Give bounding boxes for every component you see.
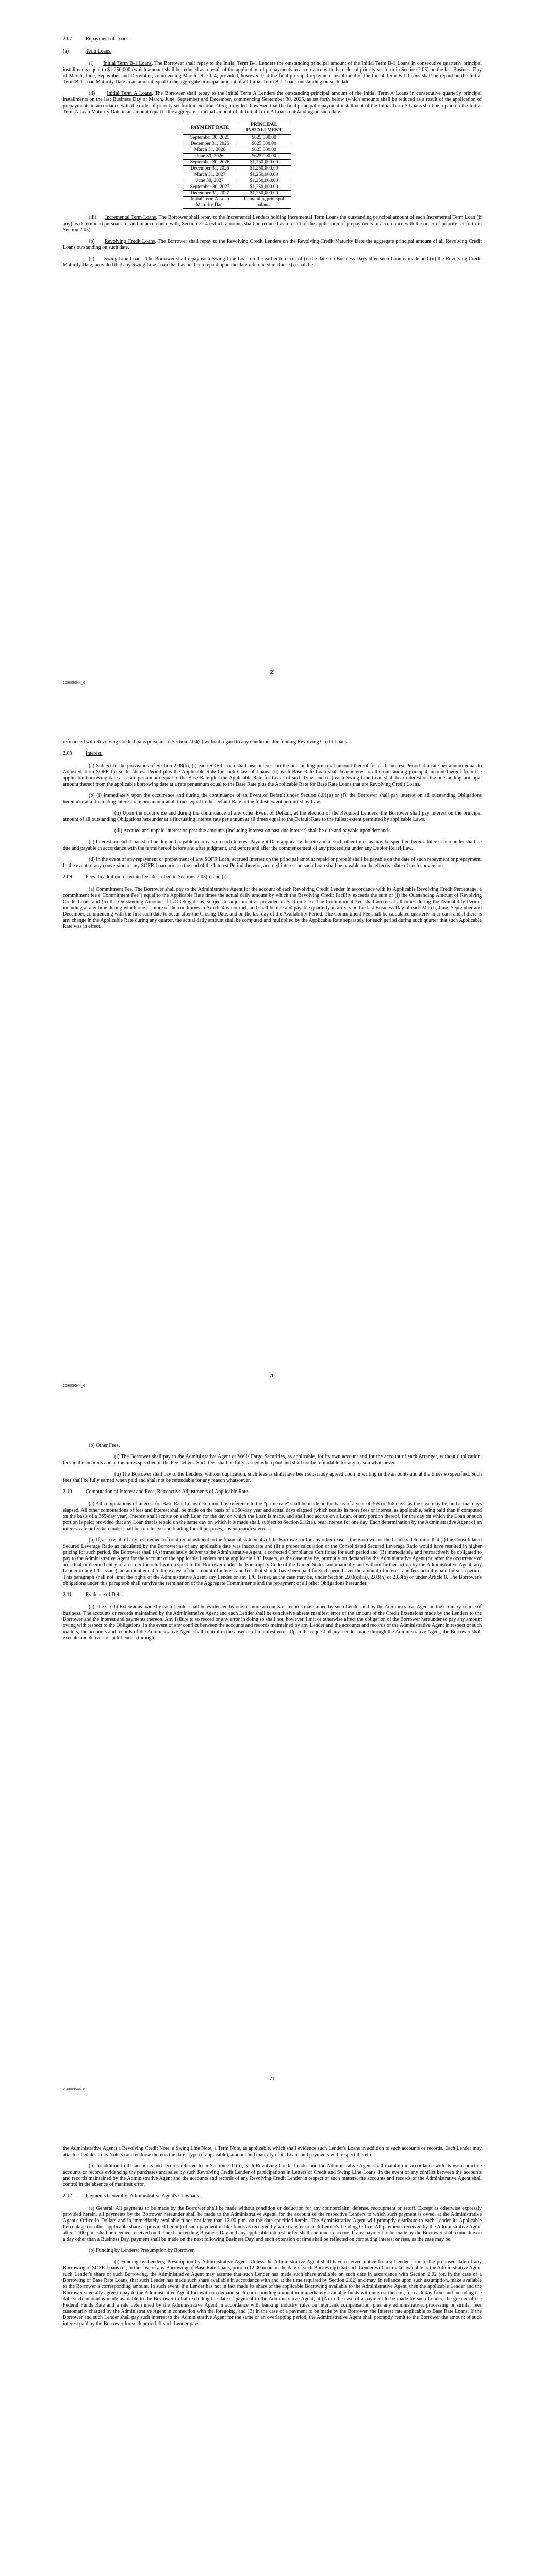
page-number: 71	[269, 2076, 275, 2082]
section-heading-2-08: 2.08 Interest.	[63, 751, 103, 756]
table-row: Initial Term A Loan Maturity Date Remaining principal balance	[183, 197, 291, 209]
section-heading-2-07: 2.07 Repayment of Loans.	[63, 36, 130, 42]
para-computation-a: (a) All computations of interest for Base Rate Loans determined by reference to the "prime rate" shall be made on the basis of a year of 365 or 366 days, as the case may be, and actual days elapsed. All other computations of fees and interest shall be made on the basis of a 360-day year and actual days elapsed (which results in more fees or interest, as applicable, being paid than if computed on the basis of a 365-day year). Interest shall accrue on each Loan for the day on which the Loan is made, and shall not accrue on a Loan, or any portion thereof, for the day on which the Loan or such portion is paid; provided that any Loan that is repaid on the same day on which it is made shall, subject to Section 2.12(a), bear interest for one day. Each determination by the Administrative Agent of an interest rate or fee hereunder shall be conclusive and binding for all purposes, absent manifest error.	[63, 1501, 482, 1532]
page-70	[0, 703, 544, 1406]
table-row: March 31, 2027 $1,250,000.00	[183, 172, 291, 178]
continuation-paragraph: refinanced with Revolving Credit Loans pursuant to Section 2.04(c) without regard to any conditions for funding Revolving Credit Loans.	[63, 739, 349, 745]
para-incremental-term-loans: (iii) Incremental Term Loans. The Borrower shall repay to the Incremental Lenders holding Incremental Term Loans the outstanding principal amount of each Incremental Term Loan (if any) as determined pursuant to, and in accordance with, Section 2.14 (which amounts shall be reduced as a result of the application of prepayments in accordance with the order of priority set forth in Section 2.05).	[63, 215, 482, 233]
page-72	[0, 2110, 544, 2576]
table-header: PRINCIPAL INSTALLMENT	[237, 121, 291, 135]
table-row: June 30, 2026 $625,000.00	[183, 154, 291, 160]
page-70-content	[63, 739, 482, 935]
para-interest-b-i: (b) (i) Immediately upon the occurrence and during the continuance of an Event of Default under Section 8.01(a) or (f), the Borrower shall pay interest on all outstanding Obligations hereunder at a fluctuating interest rate per annum at all times equal to the Default Rate to the fullest extent permitted by Law.	[63, 793, 482, 805]
section-heading-2-10: 2.10 Computation of Interest and Fees; Retroactive Adjustments of Applicable Rate.	[63, 1489, 250, 1495]
document-id-footer: 208009544_6	[63, 1384, 85, 1388]
para-interest-d: (d) In the event of any repayment or prepayment of any SOFR Loan, accrued interest on the principal amount repaid or prepaid shall be payable on the date of such repayment or prepayment. In the event of any conversion of any SOFR Loan prior to the end of the Interest Period therefor, accrued interest on such Loan shall be payable on the effective date of such conversion.	[63, 857, 482, 869]
para-other-fees: (b) Other Fees.	[89, 1443, 120, 1448]
para-interest-a: (a) Subject to the provisions of Section 2.08(b), (i) each SOFR Loan shall bear interest on the outstanding principal amount thereof for each Interest Period at a rate per annum equal to Adjusted Term SOFR for such Interest Period plus the Applicable Rate for such Class of Loans; (ii) each Base Rate Loan shall bear interest on the outstanding principal amount thereof from the applicable borrowing date at a rate per annum equal to the Base Rate plus the Applicable Rate for Loans of such Type; and (iii) each Swing Line Loan shall bear interest on the outstanding principal amount thereof from the applicable borrowing date at a rate per annum equal to the Base Rate plus the Applicable Rate for Base Rate Loans that are Revolving Credit Loans.	[63, 763, 482, 787]
table-row: December 31, 2026 $1,250,000.00	[183, 166, 291, 172]
table-header: PAYMENT DATE	[183, 121, 237, 135]
table-row: December 31, 2027 $1,250,000.00	[183, 191, 291, 197]
para-interest-b-iii: (iii) Accrued and unpaid interest on past due amounts (including interest on past due interest) shall be due and payable upon demand.	[114, 828, 389, 834]
repayment-schedule-table	[183, 121, 291, 209]
para-initial-term-a-loans: (ii) Initial Term A Loans. The Borrower shall repay to the Initial Term A Lenders the outstanding principal amount of the Initial Term A Loans in consecutive quarterly principal installments on the last Business Day of March, June, September and December, commencing September 30, 2025, as set forth below (which amounts shall be reduced as a result of the application of prepayments in accordance with the order of priority set forth in Section 2.05); provided, however, that the final principal repayment installment of the Initial Term A Loans shall be repaid on the Initial Term A Loan Maturity Date in an amount equal to the aggregate principal amount of all Initial Term A Loans outstanding on such date:	[63, 91, 482, 115]
para-other-fees-i: (i) The Borrower shall pay to the Administrative Agent or Wells Fargo Securities, as applicable, for its own account and for the account of each Arranger, without duplication, fees in the amounts and at the times specified in the Fee Letters. Such fees shall be fully earned when paid and shall not be refundable for any reason whatsoever.	[63, 1454, 482, 1466]
table-row: December 31, 2025 $625,000.00	[183, 141, 291, 147]
page-number: 70	[269, 1373, 275, 1379]
page-69	[0, 0, 544, 703]
para-interest-c: (c) Interest on each Loan shall be due and payable in arrears on each Interest Payment Date applicable thereto and at such other times as may be specified herein. Interest hereunder shall be due and payable in accordance with the terms hereof before and after judgment, and before and after the commencement of any proceeding under any Debtor Relief Law.	[63, 839, 482, 851]
page-71-content	[63, 1443, 482, 1647]
page-69-content	[63, 36, 482, 274]
para-swing-line-loans: (c) Swing Line Loans. The Borrower shall repay each Swing Line Loan on the earlier to occur of (i) the date ten Business Days after such Loan is made and (ii) the Revolving Credit Maturity Date; provided that any Swing Line Loan that has not been repaid upon the date referenced in clause (i) shall be	[63, 256, 482, 268]
table-row: March 31, 2026 $625,000.00	[183, 147, 291, 154]
para-evidence-a: (a) The Credit Extensions made by each Lender shall be evidenced by one or more accounts or records maintained by such Lender and by the Administrative Agent in the ordinary course of business. The accounts or records maintained by the Administrative Agent and each Lender shall be conclusive absent manifest error of the amount of the Credit Extensions made by the Lenders to the Borrower and the interest and payments thereon. Any failure to so record or any error in doing so shall not, however, limit or otherwise affect the obligation of the Borrower hereunder to pay any amount owing with respect to the Obligations. In the event of any conflict between the accounts and records maintained by any Lender and the accounts and records of the Administrative Agent in respect of such matters, the accounts and records of the Administrative Agent shall control in the absence of manifest error. Upon the request of any Lender made through the Administrative Agent, the Borrower shall execute and deliver to such Lender (through	[63, 1604, 482, 1641]
table-row: September 30, 2027 $1,250,000.00	[183, 184, 291, 191]
para-initial-term-b1-loans: (i) Initial Term B-1 Loans. The Borrower shall repay to the Initial Term B-1 Lenders the outstanding principal amount of the Initial Term B-1 Loans in consecutive quarterly principal installments equal to $1,250,000 (which amount shall be reduced as a result of the application of prepayments in accordance with the order of priority set forth in Section 2.05) on the last Business Day of March, June, September and December, commencing March 29, 2024; provided, however, that the final principal repayment installment of the Initial Term B-1 Loans shall be repaid on the Initial Term B-1 Loan Maturity Date in an amount equal to the aggregate principal amount of all Initial Term B-1 Loans outstanding on such date.	[63, 61, 482, 85]
para-funding-presumption: (i) Funding by Lenders; Presumption by Administrative Agent. Unless the Administrative Agent shall have received notice from a Lender prior to the proposed date of any Borrowing of SOFR Loans (or, in the case of any Borrowing of Base Rate Loans, prior to 12:00 noon on the date of such Borrowing) that such Lender will not make available to the Administrative Agent such Lender's share of such Borrowing, the Administrative Agent may assume that such Lender has made such share available on such date in accordance with Section 2.02 (or, in the case of a Borrowing of Base Rate Loans, that such Lender has made such share available in accordance with and at the time required by Section 2.02) and may, in reliance upon such assumption, make available to the Borrower a corresponding amount. In such event, if a Lender has not in fact made its share of the applicable Borrowing available to the Administrative Agent, then the applicable Lender and the Borrower severally agree to pay to the Administrative Agent forthwith on demand such corresponding amount in immediately available funds with interest thereon, for each day from and including the date such amount is made available to the Borrower to but excluding the date of payment to the Administrative Agent, at (A) in the case of a payment to be made by such Lender, the greater of the Federal Funds Rate and a rate determined by the Administrative Agent in accordance with banking industry rules on interbank compensation, plus any administrative, processing or similar fees customarily charged by the Administrative Agent in connection with the foregoing, and (B) in the case of a payment to be made by the Borrower, the interest rate applicable to Base Rate Loans. If the Borrower and such Lender shall pay such interest to the Administrative Agent for the same or an overlapping period, the Administrative Agent shall promptly remit to the Borrower the amount of such interest paid by the Borrower for such period. If such Lender pays	[63, 2259, 482, 2327]
page-number: 69	[269, 670, 275, 675]
table-row: September 30, 2026 $1,250,000.00	[183, 160, 291, 166]
document-id-footer: 208009544_6	[63, 681, 85, 685]
section-heading-2-11: 2.11 Evidence of Debt.	[63, 1592, 123, 1598]
subsection-a-term-loans: (a) Term Loans.	[63, 48, 112, 54]
para-other-fees-ii: (ii) The Borrower shall pay to the Lenders, without duplication, such fees as shall have been separately agreed upon in writing in the amounts and at the times so specified. Such fees shall be fully earned when paid and shall not be refundable for any reason whatsoever.	[63, 1471, 482, 1483]
table-row: September 30, 2025 $625,000.00	[183, 135, 291, 141]
table-row: June 30, 2027 $1,250,000.00	[183, 178, 291, 184]
table-header-row	[183, 121, 291, 135]
page-72-content	[63, 2146, 482, 2332]
para-evidence-b: (b) In addition to the accounts and records referred to in Section 2.11(a), each Revolving Credit Lender and the Administrative Agent shall maintain in accordance with its usual practice accounts or records evidencing the purchases and sales by such Revolving Credit Lender of participations in Letters of Credit and Swing Line Loans. In the event of any conflict between the accounts and records maintained by the Administrative Agent and the accounts and records of any Revolving Credit Lender in respect of such matters, the accounts and records of the Administrative Agent shall control in the absence of manifest error.	[63, 2163, 482, 2188]
document-id-footer: 208009544_6	[63, 2088, 85, 2091]
section-heading-2-12: 2.12 Payments Generally; Administrative Agent's Clawback.	[63, 2193, 201, 2199]
para-revolving-credit-loans: (b) Revolving Credit Loans. The Borrower shall repay to the Revolving Credit Lenders on the Revolving Credit Maturity Date the aggregate principal amount of all Revolving Credit Loans outstanding on such date.	[63, 239, 482, 250]
para-interest-b-ii: (ii) Upon the occurrence and during the continuance of any other Event of Default, at the election of the Required Lenders, the Borrower shall pay interest on the principal amount of all outstanding Obligations hereunder at a fluctuating interest rate per annum at all times equal to the Default Rate to the fullest extent permitted by applicable Laws.	[63, 810, 482, 822]
page-71	[0, 1406, 544, 2110]
para-funding-by-lenders: (b) Funding by Lenders; Presumption by Borrower.	[89, 2248, 195, 2253]
para-commitment-fee: (a) Commitment Fee. The Borrower shall pay to the Administrative Agent for the account of each Revolving Credit Lender in accordance with its Applicable Revolving Credit Percentage, a commitment fee ("Commitment Fee") equal to the Applicable Rate times the actual daily amount by which the Revolving Credit Facility exceeds the sum of (i) the Outstanding Amount of Revolving Credit Loans and (ii) the Outstanding Amount of L/C Obligations, subject to adjustment as provided in Section 2.16. The Commitment Fee shall accrue at all times during the Availability Period, including at any time during which one or more of the conditions in Article 4 is not met, and shall be due and payable quarterly in arrears on the last Business Day of each March, June, September and December, commencing with the first such date to occur after the Closing Date, and on the last day of the Availability Period. The Commitment Fee shall be calculated quarterly in arrears, and if there is any change in the Applicable Rate during any quarter, the actual daily amount shall be computed and multiplied by the Applicable Rate separately for each period during such quarter that such Applicable Rate was in effect.	[63, 887, 482, 929]
para-payments-general: (a) General. All payments to be made by the Borrower shall be made without condition or deduction for any counterclaim, defense, recoupment or setoff. Except as otherwise expressly provided herein, all payments by the Borrower hereunder shall be made to the Administrative Agent, for the account of the respective Lenders to which such payment is owed, at the Administrative Agent's Office in Dollars and in immediately available funds not later than 12:00 p.m. on the date specified herein. The Administrative Agent will promptly distribute to each Lender its Applicable Percentage (or other applicable share as provided herein) of such payment in like funds as received by wire transfer to such Lender's Lending Office. All payments received by the Administrative Agent after 12:00 p.m. shall be deemed received on the next succeeding Business Day and any applicable interest or fee shall continue to accrue. If any payment to be made by the Borrower shall come due on a day other than a Business Day, payment shall be made on the next following Business Day, and such extension of time shall be reflected on computing interest or fees, as the case may be.	[63, 2206, 482, 2242]
para-computation-b: (b) If, as a result of any restatement of or other adjustment to the financial statements of the Borrower or for any other reason, the Borrower or the Lenders determine that (i) the Consolidated Secured Leverage Ratio as calculated by the Borrower as of any applicable date was inaccurate and (ii) a proper calculation of the Consolidated Secured Leverage Ratio would have resulted in higher pricing for such period, the Borrower shall (A) immediately deliver to the Administrative Agent, a corrected Compliance Certificate for such period and (B) immediately and retroactively be obligated to pay to the Administrative Agent for the account of the applicable Lenders or the applicable L/C Issuers, as the case may be, promptly on demand by the Administrative Agent (or, after the occurrence of an actual or deemed entry of an order for relief with respect to the Borrower under the Bankruptcy Code of the United States, automatically and without further action by the Administrative Agent, any Lender or any L/C Issuer), an amount equal to the excess of the amount of interest and fees that should have been paid for such period over the amount of interest and fees actually paid for such period. This paragraph shall not limit the rights of the Administrative Agent, any Lender or any L/C Issuer, as the case may be, under Section 2.03(c)(iii), 2.03(h) or 2.08(b) or under Article 8. The Borrower's obligations under this paragraph shall survive the termination of the Aggregate Commitments and the repayment of all other Obligations hereunder.	[63, 1537, 482, 1586]
section-heading-2-09: 2.09 Fees. In addition to certain fees described in Sections 2.03(h) and (i):	[63, 874, 228, 880]
continuation-paragraph: the Administrative Agent) a Revolving Credit Note, a Swing Line Note, a Term Note, as applicable, which shall evidence such Lender's Loans in addition to such accounts or records. Each Lender may attach schedules to its Note(s) and endorse thereon the date, Type (if applicable), amount and maturity of its Loans and payments with respect thereto.	[63, 2146, 482, 2158]
